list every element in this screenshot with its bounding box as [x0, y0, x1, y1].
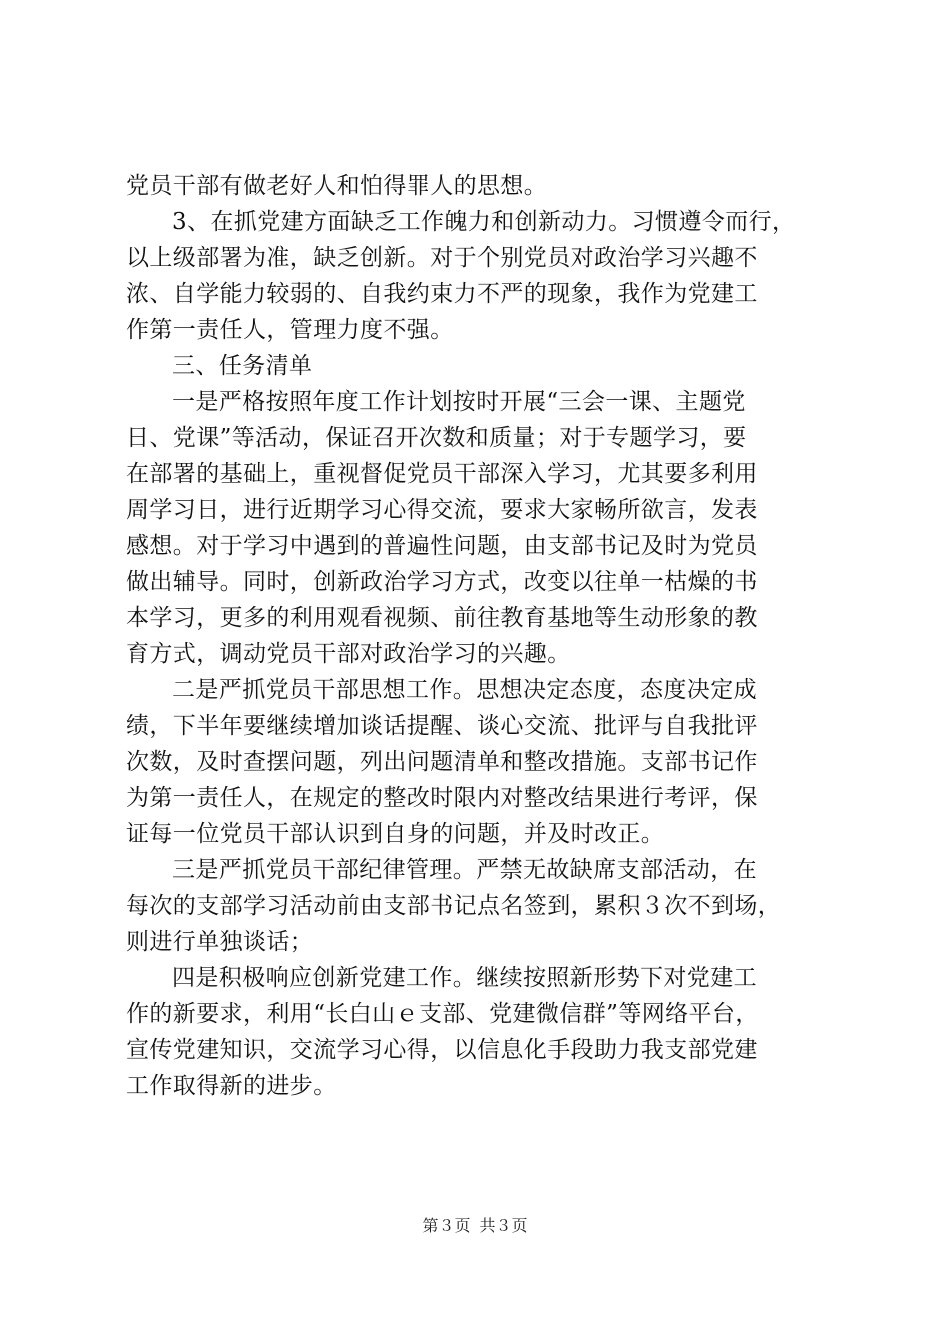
text-line: 以上级部署为准，缺乏创新。对于个别党员对政治学习兴趣不: [126, 245, 758, 271]
text-line: 感想。对于学习中遇到的普遍性问题，由支部书记及时为党员: [126, 533, 758, 559]
text-line: 绩，下半年要继续增加谈话提醒、谈心交流、批评与自我批评: [126, 713, 758, 739]
text-line: 三是严抓党员干部纪律管理。严禁无故缺席支部活动，在: [172, 857, 757, 883]
text-line: 每次的支部学习活动前由支部书记点名签到，累积３次不到场，: [126, 893, 782, 919]
text-line: 为第一责任人，在规定的整改时限内对整改结果进行考评，保: [126, 785, 758, 811]
text-line: 证每一位党员干部认识到自身的问题，并及时改正。: [126, 821, 665, 847]
document-body: [126, 168, 831, 1104]
text-line: 宣传党建知识，交流学习心得，以信息化手段助力我支部党建: [126, 1037, 758, 1063]
page-number: 第３页: [422, 1216, 471, 1235]
text-line: 周学习日，进行近期学习心得交流，要求大家畅所欲言，发表: [126, 497, 758, 523]
text-line: 作第一责任人，管理力度不强。: [126, 317, 454, 343]
text-line: 工作取得新的进步。: [126, 1073, 337, 1099]
text-line: 作的新要求，利用“长白山ｅ支部、党建微信群”等网络平台，: [126, 1001, 759, 1027]
text-line: 在部署的基础上，重视督促党员干部深入学习，尤其要多利用: [126, 461, 758, 487]
text-line: 3、在抓党建方面缺乏工作魄力和创新动力。习惯遵令而行，: [172, 209, 796, 235]
page-footer: [0, 1216, 950, 1236]
text-line: 浓、自学能力较弱的、自我约束力不严的现象，我作为党建工: [126, 281, 758, 307]
text-line: 二是严抓党员干部思想工作。思想决定态度，态度决定成: [172, 677, 757, 703]
text-line: 三、任务清单: [172, 353, 313, 379]
text-line: 四是积极响应创新党建工作。继续按照新形势下对党建工: [172, 965, 757, 991]
text-line: 则进行单独谈话；: [126, 929, 314, 955]
text-line: 做出辅导。同时，创新政治学习方式，改变以往单一枯燥的书: [126, 569, 758, 595]
text-line: 一是严格按照年度工作计划按时开展“三会一课、主题党: [172, 389, 746, 415]
text-line: 日、党课”等活动，保证召开次数和质量；对于专题学习，要: [126, 425, 747, 451]
text-line: 次数，及时查摆问题，列出问题清单和整改措施。支部书记作: [126, 749, 758, 775]
text-line: 党员干部有做老好人和怕得罪人的思想。: [126, 173, 548, 199]
text-line: 育方式，调动党员干部对政治学习的兴趣。: [126, 641, 571, 667]
page-total: 共３页: [479, 1216, 528, 1235]
text-line: 本学习，更多的利用观看视频、前往教育基地等生动形象的教: [126, 605, 758, 631]
